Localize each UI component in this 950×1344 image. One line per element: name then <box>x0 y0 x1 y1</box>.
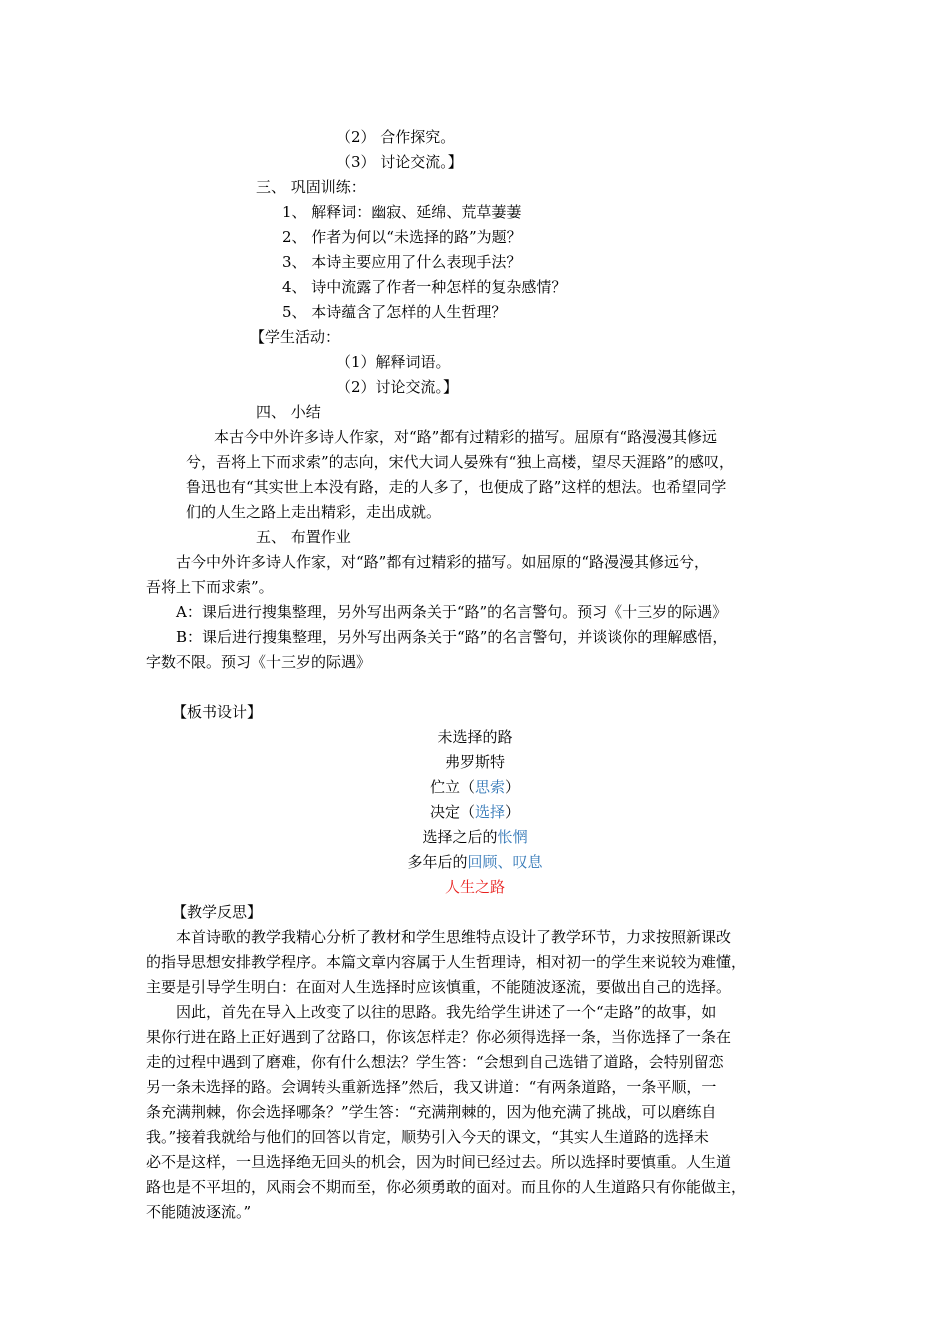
reflection-heading: 【教学反思】 <box>172 903 263 921</box>
summary-line: 们的人生之路上走出精彩，走出成就。 <box>186 503 442 521</box>
student-activity-heading: 【学生活动： <box>250 328 341 346</box>
list-item-4: 4、 诗中流露了作者一种怎样的复杂感情？ <box>282 278 567 296</box>
reflection-line: 果你行进在路上正好遇到了岔路口，你该怎样走？你必须得选择一条，当你选择了一条在 <box>146 1028 732 1046</box>
board-design-heading: 【板书设计】 <box>172 703 263 721</box>
homework-b: B：课后进行搜集整理，另外写出两条关于“路”的名言警句，并谈谈你的理解感悟， <box>176 628 728 646</box>
homework-b-cont: 字数不限。预习《十三岁的际遇》 <box>146 653 372 671</box>
board-keyword: 回顾、叹息 <box>467 853 543 871</box>
reflection-line: 必不是这样，一旦选择绝无回头的机会，因为时间已经过去。所以选择时要慎重。人生道 <box>146 1153 732 1171</box>
sub-step-2: （2） 合作探究。 <box>336 128 456 146</box>
activity-step-1: （1）解释词语。 <box>336 353 451 371</box>
board-text: ） <box>505 778 521 796</box>
section-heading-5: 五、 布置作业 <box>256 528 351 546</box>
list-item-3: 3、 本诗主要应用了什么表现手法？ <box>282 253 522 271</box>
board-keyword: 选择 <box>474 803 505 821</box>
reflection-line: 我。”接着我就给与他们的回答以肯定，顺势引入今天的课文，“其实人生道路的选择未 <box>146 1128 709 1146</box>
reflection-line: 走的过程中遇到了磨难，你有什么想法？学生答：“会想到自己选错了道路，会特别留恋 <box>146 1053 724 1071</box>
reflection-line: 因此，首先在导入上改变了以往的思路。我先给学生讲述了一个“走路”的故事，如 <box>176 1003 717 1021</box>
board-keyword: 思索 <box>474 778 505 796</box>
reflection-line: 路也是不平坦的，风雨会不期而至，你必须勇敢的面对。而且你的人生道路只有你能做主， <box>146 1178 747 1196</box>
reflection-line: 条充满荆棘，你会选择哪条？”学生答：“充满荆棘的，因为他充满了挑战，可以磨练自 <box>146 1103 717 1121</box>
homework-line: 古今中外许多诗人作家，对“路”都有过精彩的描写。如屈原的“路漫漫其修远兮， <box>176 553 710 571</box>
list-item-2: 2、 作者为何以“未选择的路”为题？ <box>282 228 522 246</box>
board-text: 多年后的 <box>407 853 468 871</box>
summary-line: 本古今中外许多诗人作家，对“路”都有过精彩的描写。屈原有“路漫漫其修远 <box>214 428 718 446</box>
sub-step-3: （3） 讨论交流。】 <box>336 153 463 171</box>
board-row-3 <box>0 828 950 846</box>
list-item-5: 5、 本诗蕴含了怎样的人生哲理？ <box>282 303 507 321</box>
homework-line: 吾将上下而求索”。 <box>146 578 274 596</box>
activity-step-2: （2）讨论交流。】 <box>336 378 459 396</box>
board-author: 弗罗斯特 <box>444 753 505 771</box>
board-title: 未选择的路 <box>437 728 513 746</box>
homework-a: A：课后进行搜集整理，另外写出两条关于“路”的名言警句。预习《十三岁的际遇》 <box>176 603 728 621</box>
board-row-1 <box>0 778 950 796</box>
board-row-4 <box>0 853 950 871</box>
summary-line: 鲁迅也有“其实世上本没有路，走的人多了，也便成了路”这样的想法。也希望同学 <box>186 478 727 496</box>
section-heading-4: 四、 小结 <box>256 403 321 421</box>
board-text: 伫立（ <box>429 778 475 796</box>
reflection-line: 主要是引导学生明白：在面对人生选择时应该慎重，不能随波逐流，要做出自己的选择。 <box>146 978 732 996</box>
board-row-2 <box>0 803 950 821</box>
board-keyword: 怅惘 <box>497 828 528 846</box>
summary-line: 兮，吾将上下而求索”的志向，宋代大词人晏殊有“独上高楼，望尽天涯路”的感叹， <box>186 453 735 471</box>
reflection-line: 本首诗歌的教学我精心分析了教材和学生思维特点设计了教学环节，力求按照新课改 <box>176 928 732 946</box>
reflection-line: 另一条未选择的路。会调转头重新选择”然后，我又讲道：“有两条道路，一条平顺，一 <box>146 1078 717 1096</box>
board-text: 选择之后的 <box>422 828 498 846</box>
board-text: ） <box>505 803 521 821</box>
list-item-1: 1、 解释词：幽寂、延绵、荒草萋萋 <box>282 203 522 221</box>
reflection-line: 的指导思想安排教学程序。本篇文章内容属于人生哲理诗，相对初一的学生来说较为难懂， <box>146 953 747 971</box>
reflection-line: 不能随波逐流。” <box>146 1203 252 1221</box>
board-conclusion: 人生之路 <box>444 878 505 896</box>
section-heading-3: 三、 巩固训练： <box>256 178 366 196</box>
board-text: 决定（ <box>429 803 475 821</box>
